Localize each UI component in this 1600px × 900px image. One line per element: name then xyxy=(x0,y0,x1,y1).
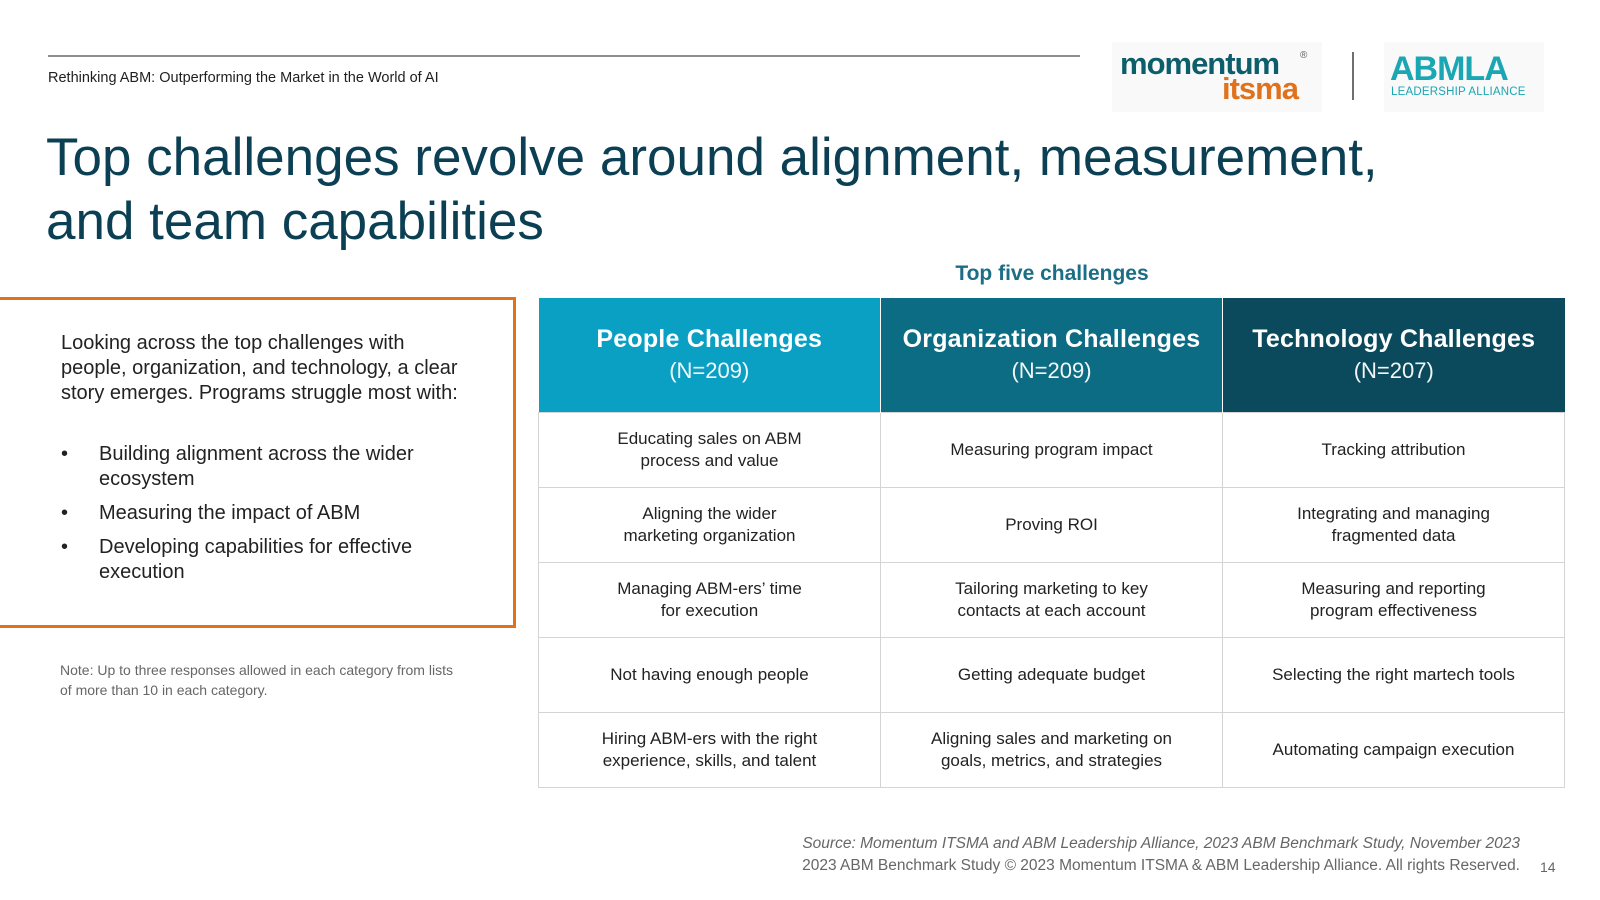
column-header-sample-size: (N=207) xyxy=(1353,358,1434,384)
table-cell: Tracking attribution xyxy=(1223,412,1565,487)
column-header-sample-size: (N=209) xyxy=(669,358,750,384)
table-cell: Hiring ABM-ers with the right experience, skills, and talent xyxy=(539,712,881,787)
bullet-icon: • xyxy=(61,536,69,558)
logo-momentum-text: momentum xyxy=(1120,46,1280,81)
callout-intro: Looking across the top challenges with people, organization, and technology, a clear story emerges. Programs struggle most with: xyxy=(61,332,458,404)
momentum-itsma-logo xyxy=(1112,42,1322,112)
column-header-organization xyxy=(881,298,1223,412)
table-header-row xyxy=(539,298,1565,412)
table-title: Top five challenges xyxy=(955,262,1149,285)
callout-box xyxy=(0,297,516,628)
bullet-text: Building alignment across the wider ecosystem xyxy=(99,443,414,490)
table-cell: Managing ABM-ers’ time for execution xyxy=(539,562,881,637)
bullet-icon: • xyxy=(61,502,69,524)
table-cell: Tailoring marketing to key contacts at each account xyxy=(881,562,1223,637)
challenges-table xyxy=(538,298,1565,788)
bullet-text: Measuring the impact of ABM xyxy=(99,502,361,524)
list-item xyxy=(61,535,421,585)
logo-abmla-subtext: LEADERSHIP ALLIANCE xyxy=(1391,86,1526,98)
footnote: Note: Up to three responses allowed in each category from lists of more than 10 in each category. xyxy=(60,662,453,698)
table-cell: Measuring program impact xyxy=(881,412,1223,487)
page-number: 14 xyxy=(1540,859,1556,875)
table-cell: Aligning the wider marketing organization xyxy=(539,487,881,562)
callout-bullet-list xyxy=(61,442,421,594)
table-cell: Proving ROI xyxy=(881,487,1223,562)
column-header-label: People Challenges xyxy=(596,325,823,354)
logo-abmla-text: ABMLA xyxy=(1390,50,1508,88)
logo-itsma-text: itsma xyxy=(1222,71,1298,106)
table-cell: Aligning sales and marketing on goals, metrics, and strategies xyxy=(881,712,1223,787)
table-row xyxy=(539,637,1565,712)
column-header-sample-size: (N=209) xyxy=(1011,358,1092,384)
column-header-label: Technology Challenges xyxy=(1252,325,1536,354)
bullet-text: Developing capabilities for effective execution xyxy=(99,536,413,583)
deck-subtitle: Rethinking ABM: Outperforming the Market in the World of AI xyxy=(48,70,439,86)
table-cell: Getting adequate budget xyxy=(881,637,1223,712)
table-row xyxy=(539,712,1565,787)
table-row xyxy=(539,562,1565,637)
list-item xyxy=(61,442,421,492)
table-row xyxy=(539,412,1565,487)
table-row xyxy=(539,487,1565,562)
header-rule xyxy=(48,55,1080,57)
table-cell: Automating campaign execution xyxy=(1223,712,1565,787)
source-citation: Source: Momentum ITSMA and ABM Leadership Alliance, 2023 ABM Benchmark Study, November 2023 xyxy=(802,835,1520,852)
logo-registered-mark: ® xyxy=(1300,50,1308,61)
bullet-icon: • xyxy=(61,443,69,465)
table-cell: Selecting the right martech tools xyxy=(1223,637,1565,712)
table-cell: Measuring and reporting program effectiveness xyxy=(1223,562,1565,637)
abmla-logo xyxy=(1384,42,1544,112)
table-cell: Not having enough people xyxy=(539,637,881,712)
copyright-notice: 2023 ABM Benchmark Study © 2023 Momentum ITSMA & ABM Leadership Alliance. All rights Reserved. xyxy=(802,857,1520,874)
table-cell: Educating sales on ABM process and value xyxy=(539,412,881,487)
column-header-technology xyxy=(1223,298,1565,412)
column-header-people xyxy=(539,298,881,412)
table-cell: Integrating and managing fragmented data xyxy=(1223,487,1565,562)
column-header-label: Organization Challenges xyxy=(902,325,1201,354)
logo-divider xyxy=(1352,52,1354,100)
slide-title: Top challenges revolve around alignment, measurement, and team capabilities xyxy=(46,128,1378,251)
list-item xyxy=(61,501,421,526)
